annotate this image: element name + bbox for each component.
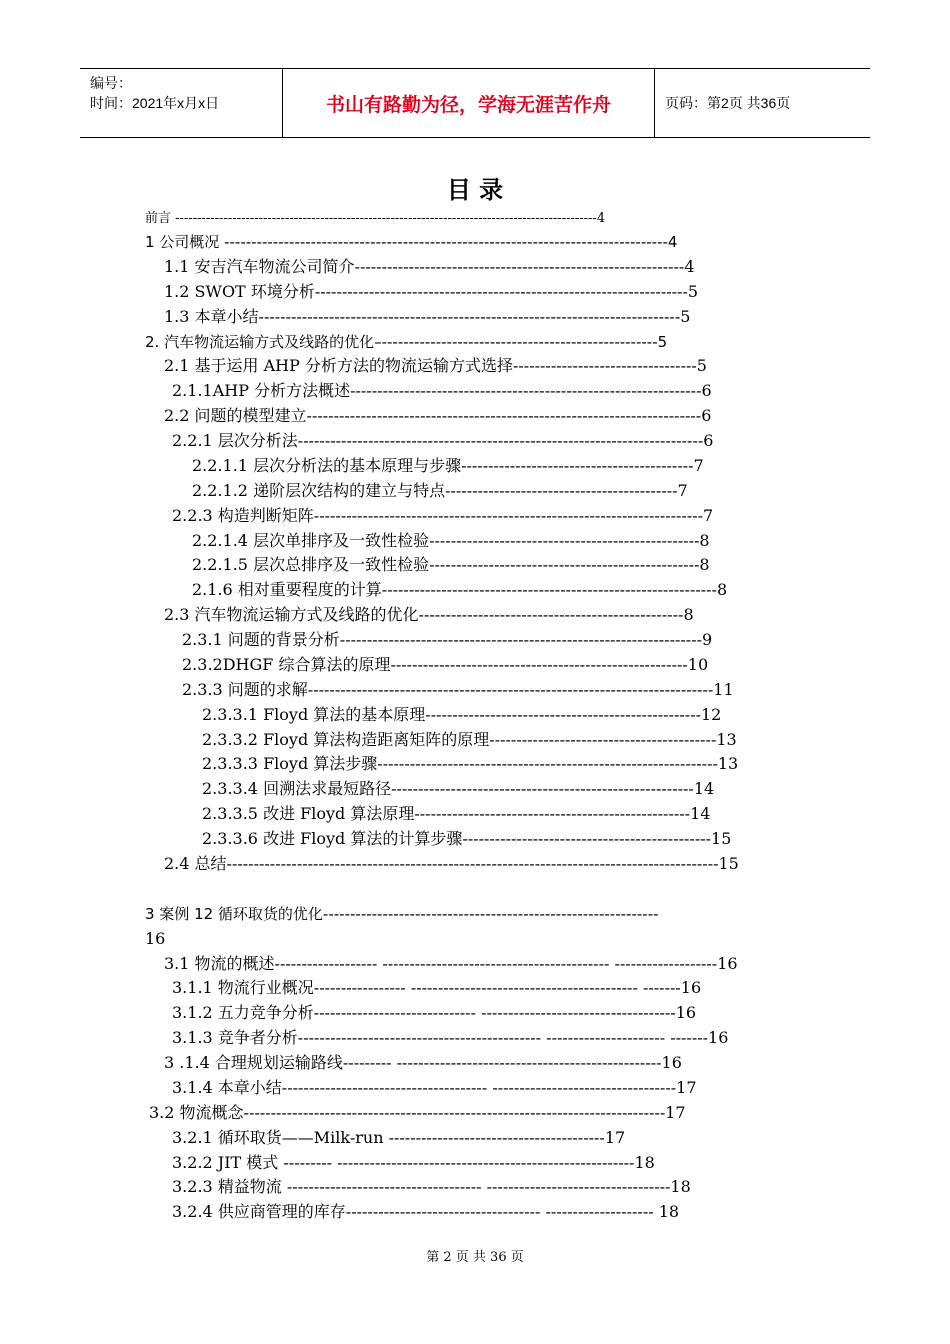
toc-entry: 3.1.3 竞争者分析--------------------------------------------- ---------------------- -------16 xyxy=(172,1028,729,1047)
toc-entry: 2.3.1 问题的背景分析-------------------------------------------------------------------9 xyxy=(182,630,713,649)
toc-entry: 2.3.3 问题的求解---------------------------------------------------------------------------11 xyxy=(182,680,734,699)
toc-entry: 2. 汽车物流运输方式及线路的优化–---------------------------------------------------5 xyxy=(145,333,668,351)
toc-entry: 2.1 基于运用 AHP 分析方法的物流运输方式选择----------------------------------5 xyxy=(164,356,707,375)
toc-entry: 2.3.3.4 回溯法求最短路径--------------------------------------------------------14 xyxy=(202,779,715,798)
toc-entry: 3.1.2 五力竞争分析------------------------------ ------------------------------------16 xyxy=(172,1003,697,1022)
toc-entry: 3.2.3 精益物流 ------------------------------------ ----------------------------------18 xyxy=(172,1177,691,1196)
toc-entry: 2.4 总结-------------------------------------------------------------------------------------------15 xyxy=(164,854,739,873)
toc-entry: 1 公司概况 ----------------------------------------------------------------------------------4 xyxy=(145,233,678,251)
toc-entry: 2.2 问题的模型建立-------------------------------------------------------------------------6 xyxy=(164,406,712,425)
toc-entry: 3 案例 12 循环取货的优化-------------------------------------------------------------- xyxy=(145,905,659,923)
toc-entry: 2.2.3 构造判断矩阵------------------------------------------------------------------------7 xyxy=(172,506,714,525)
toc-entry: 2.2.1 层次分析法---------------------------------------------------------------------------6 xyxy=(172,431,714,450)
toc-entry: 1.2 SWOT 环境分析---------------------------------------------------------------------5 xyxy=(164,282,699,301)
toc-entry: 2.3.3.5 改进 Floyd 算法原理---------------------------------------------------14 xyxy=(202,804,711,823)
toc-entry: 1.3 本章小结------------------------------------------------------------------------------5 xyxy=(164,307,691,326)
toc-entry: 16 xyxy=(145,929,166,948)
header-page-info: 页码：第2页 共36页 xyxy=(665,95,791,111)
toc-entry: 2.3.3.6 改进 Floyd 算法的计算步骤----------------------------------------------15 xyxy=(202,829,732,848)
toc-entry: 3.1.4 本章小结-------------------------------------- ----------------------------------17 xyxy=(172,1078,697,1097)
toc-entry: 3.2.1 循环取货——Milk-run ----------------------------------------17 xyxy=(172,1128,626,1147)
toc-entry: 3 .1.4 合理规划运输路线--------- -------------------------------------------------16 xyxy=(164,1053,682,1072)
toc-entry: 3.1 物流的概述------------------- ------------------------------------------ -------------------16 xyxy=(164,954,738,973)
toc-entry: 3.2.2 JIT 模式 --------- -------------------------------------------------------18 xyxy=(172,1153,655,1172)
toc-entry: 2.3 汽车物流运输方式及线路的优化-------------------------------------------------8 xyxy=(164,605,694,624)
toc-entry: 3.1.1 物流行业概况----------------- ------------------------------------------ -------16 xyxy=(172,978,702,997)
toc-entry: 1.1 安吉汽车物流公司简介-------------------------------------------------------------4 xyxy=(164,257,695,276)
page-header xyxy=(80,68,870,138)
toc-entry: 3.2 物流概念------------------------------------------------------------------------------17 xyxy=(149,1103,686,1122)
toc-entry: 2.2.1.4 层次单排序及一致性检验--------------------------------------------------8 xyxy=(192,531,710,550)
toc-entry: 3.2.4 供应商管理的库存------------------------------------ -------------------- 18 xyxy=(172,1202,680,1221)
toc-entry: 2.3.3.1 Floyd 算法的基本原理---------------------------------------------------12 xyxy=(202,705,722,724)
toc-entry: 2.3.3.3 Floyd 算法步骤---------------------------------------------------------------13 xyxy=(202,754,739,773)
toc-entry: 2.3.3.2 Floyd 算法构造距离矩阵的原理------------------------------------------13 xyxy=(202,730,737,749)
toc-entry: 2.1.6 相对重要程度的计算--------------------------------------------------------------8 xyxy=(192,580,728,599)
header-time-label: 时间：2021年x月x日 xyxy=(90,95,220,111)
toc-title: 目 录 xyxy=(446,176,504,204)
header-number-label: 编号： xyxy=(90,75,132,91)
header-motto: 书山有路勤为径，学海无涯苦作舟 xyxy=(282,69,655,137)
toc-entry: 2.2.1.2 递阶层次结构的建立与特点-------------------------------------------7 xyxy=(192,481,688,500)
toc-entry: 2.2.1.5 层次总排序及一致性检验--------------------------------------------------8 xyxy=(192,555,710,574)
page-footer: 第 2 页 共 36 页 xyxy=(426,1250,524,1265)
toc-entry: 前言 ------------------------------------------------------------------------------------------------4 xyxy=(145,211,606,226)
toc-entry: 2.2.1.1 层次分析法的基本原理与步骤-------------------------------------------7 xyxy=(192,456,704,475)
toc-entry: 2.3.2DHGF 综合算法的原理-------------------------------------------------------10 xyxy=(182,655,709,674)
toc-entry: 2.1.1AHP 分析方法概述-----------------------------------------------------------------6 xyxy=(172,381,712,400)
header-meta xyxy=(80,69,282,137)
